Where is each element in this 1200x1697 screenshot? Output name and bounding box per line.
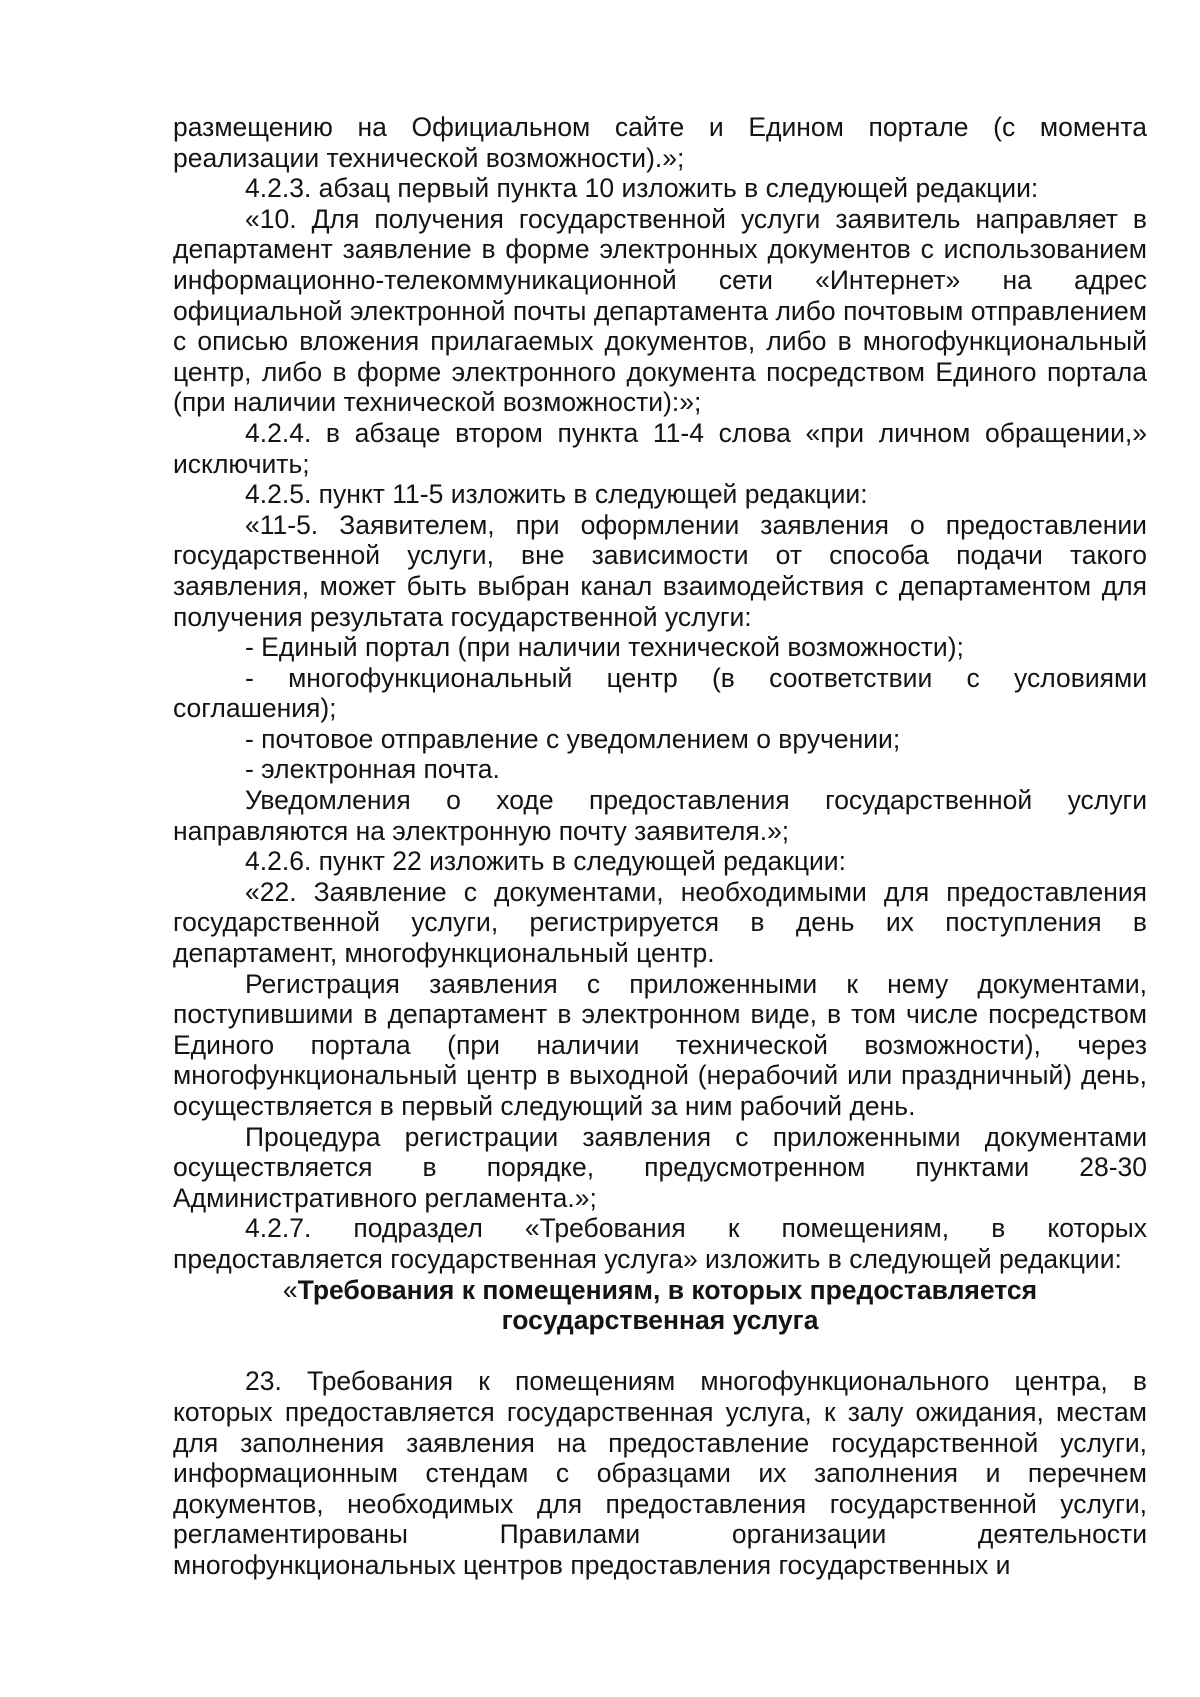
paragraph: размещению на Официальном сайте и Едином портале (с момента реализации технической возможности).»; <box>173 112 1147 173</box>
heading-line-1: Требования к помещениям, в которых предоставляется <box>297 1274 1038 1305</box>
paragraph: - многофункциональный центр (в соответствии с условиями соглашения); <box>173 662 1147 724</box>
paragraph: 4.2.5. пункт 11-5 изложить в следующей редакции: <box>245 479 868 510</box>
paragraph: - электронная почта. <box>245 754 500 785</box>
document-body-top <box>173 112 1147 1275</box>
paragraph: Регистрация заявления с приложенными к нему документами, поступившими в департамент в электронном виде, в том числе посредством Единого портала (при наличии технической возможности), через многофункциональный центр в выходной (нерабочий или праздничный) день, осуществляется в первый следующий за ним рабочий день. <box>173 968 1147 1121</box>
heading-open-quote: « <box>282 1274 298 1305</box>
paragraph: - почтовое отправление с уведомлением о вручении; <box>245 723 901 754</box>
paragraph: 4.2.4. в абзаце втором пункта 11-4 слова «при личном обращении,» исключить; <box>173 417 1147 479</box>
paragraph: «22. Заявление с документами, необходимыми для предоставления государственной услуги, регистрируется в день их поступления в департамент, многофункциональный центр. <box>173 876 1147 969</box>
paragraph: 4.2.3. абзац первый пункта 10 изложить в следующей редакции: <box>245 173 1039 204</box>
paragraph: «10. Для получения государственной услуги заявитель направляет в департамент заявление в форме электронных документов с использованием информационно-телекоммуникационной сети «Интернет» на адрес официальной электронной почты департамента либо почтовым отправлением с описью вложения прилагаемых документов, либо в многофункциональный центр, либо в форме электронного документа посредством Единого портала (при наличии технической возможности):»; <box>173 203 1147 418</box>
document-body-bottom <box>173 1366 1147 1580</box>
paragraph: Процедура регистрации заявления с приложенными документами осуществляется в порядке, предусмотренном пунктами 28-30 Административного регламента.»; <box>173 1121 1147 1213</box>
paragraph: Уведомления о ходе предоставления государственной услуги направляются на электронную почту заявителя.»; <box>173 785 1147 846</box>
paragraph: 4.2.7. подраздел «Требования к помещениям, в которых предоставляется государственная услуга» изложить в следующей редакции: <box>173 1213 1147 1274</box>
paragraph: 23. Требования к помещениям многофункционального центра, в которых предоставляется государственная услуга, к залу ожидания, местам для заполнения заявления на предоставление государственной услуги, информационным стендам с образцами их заполнения и перечнем документов, необходимых для предоставления государственной услуги, регламентированы Правилами организации деятельности многофункциональных центров предоставления государственных и <box>173 1366 1147 1580</box>
paragraph: 4.2.6. пункт 22 изложить в следующей редакции: <box>245 846 846 877</box>
document-page <box>173 112 1147 1581</box>
blank-line <box>173 1336 1147 1367</box>
paragraph: «11-5. Заявителем, при оформлении заявления о предоставлении государственной услуги, вне зависимости от способа подачи такого заявления, может быть выбран канал взаимодействия с департаментом для получения результата государственной услуги: <box>173 509 1147 632</box>
heading-line-2: государственная услуга <box>501 1305 819 1336</box>
section-heading <box>173 1275 1147 1336</box>
paragraph: - Единый портал (при наличии технической возможности); <box>245 632 964 663</box>
